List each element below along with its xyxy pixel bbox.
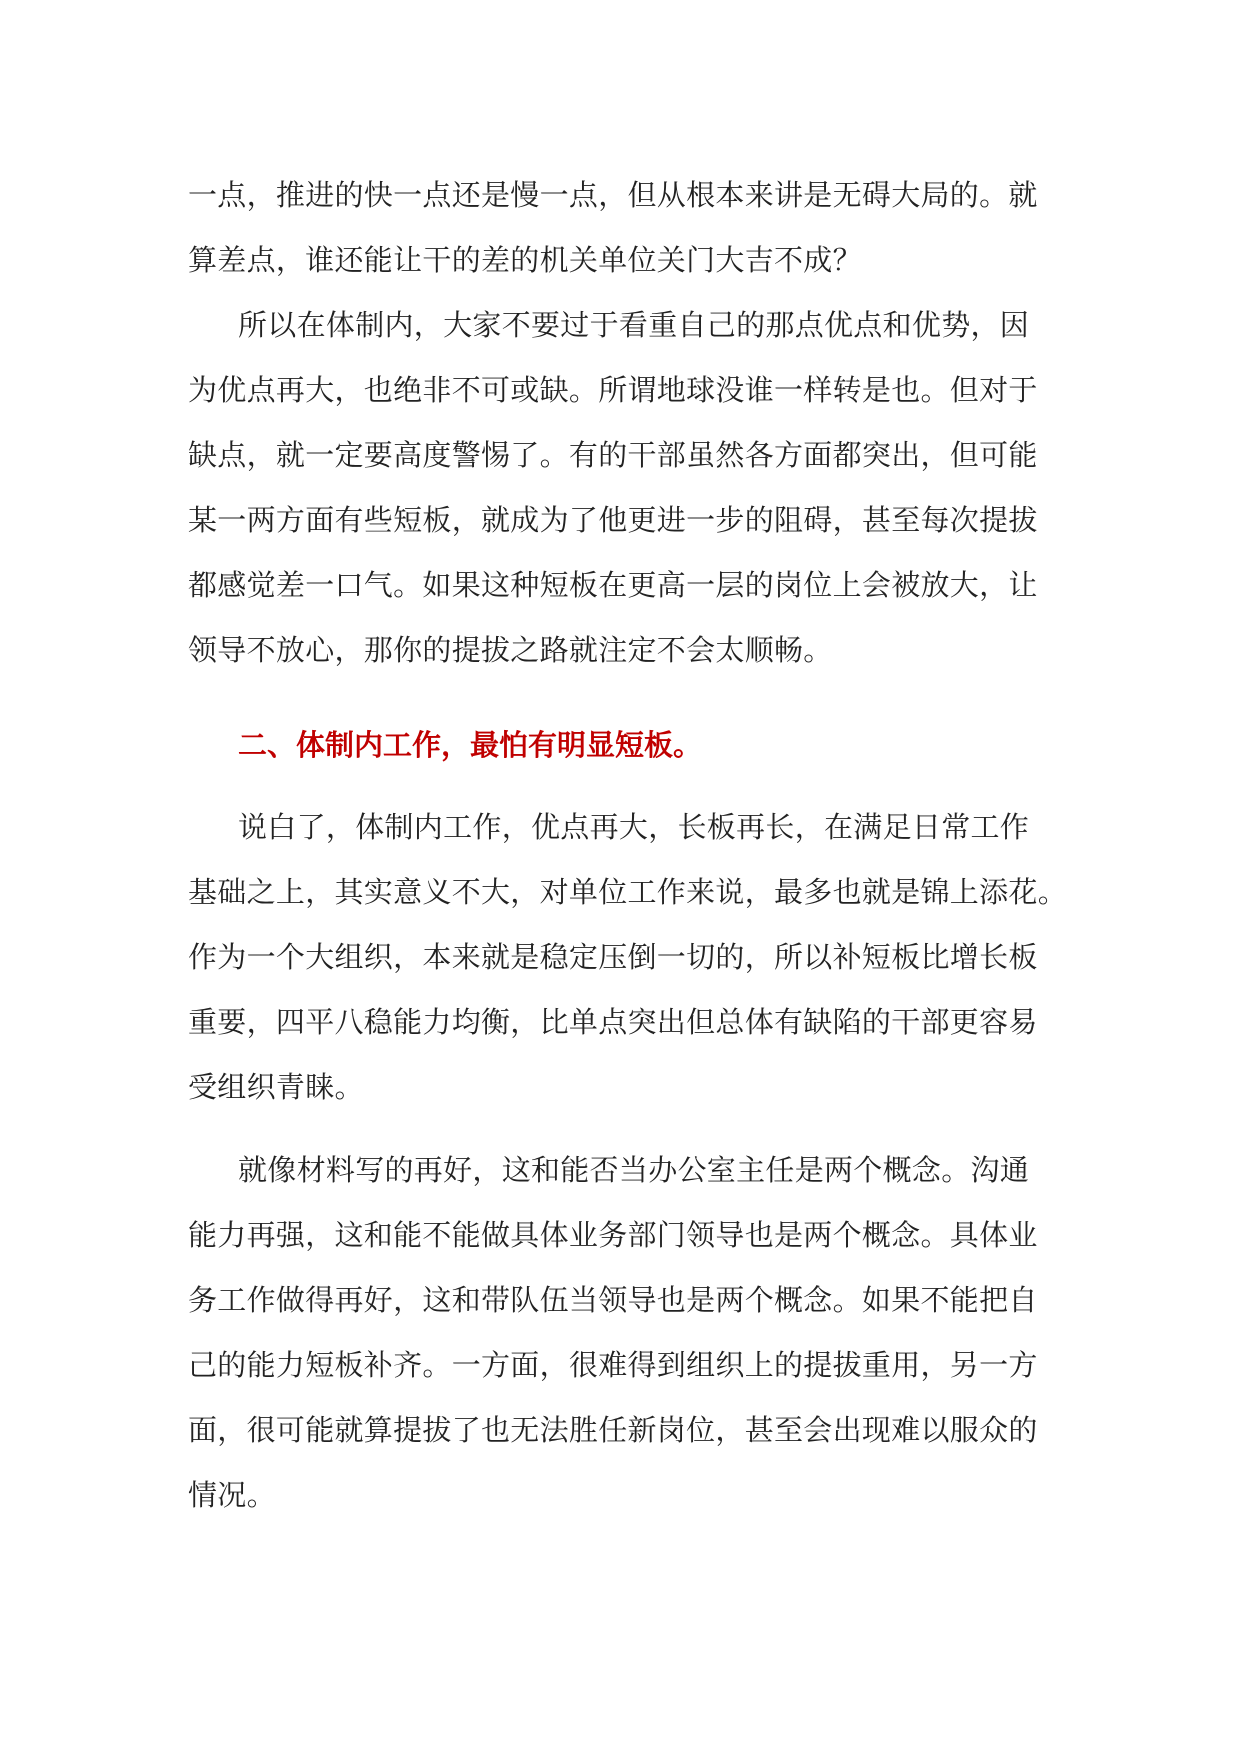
text-line: 所以在体制内，大家不要过于看重自己的那点优点和优势，因 — [238, 308, 1030, 342]
text-line: 领导不放心，那你的提拔之路就注定不会太顺畅。 — [188, 633, 833, 667]
text-line: 缺点，就一定要高度警惕了。有的干部虽然各方面都突出，但可能 — [188, 438, 1038, 472]
text-line: 务工作做得再好，这和带队伍当领导也是两个概念。如果不能把自 — [188, 1283, 1038, 1317]
text-line: 受组织青睐。 — [188, 1070, 364, 1104]
text-line: 己的能力短板补齐。一方面，很难得到组织上的提拔重用，另一方 — [188, 1348, 1038, 1382]
text-line: 情况。 — [188, 1478, 276, 1512]
text-line: 基础之上，其实意义不大，对单位工作来说，最多也就是锦上添花。 — [188, 875, 1068, 909]
text-line: 重要，四平八稳能力均衡，比单点突出但总体有缺陷的干部更容易 — [188, 1005, 1038, 1039]
text-line: 面，很可能就算提拔了也无法胜任新岗位，甚至会出现难以服众的 — [188, 1413, 1038, 1447]
section-heading — [188, 713, 1068, 778]
text-line: 说白了，体制内工作，优点再大，长板再长，在满足日常工作 — [238, 810, 1030, 844]
paragraph-short-boards — [188, 795, 1068, 1120]
paragraph-weaknesses — [188, 293, 1068, 683]
paragraph-continued — [188, 163, 1068, 293]
text-line: 算差点，谁还能让干的差的机关单位关门大吉不成？ — [188, 243, 862, 277]
text-line: 就像材料写的再好，这和能否当办公室主任是两个概念。沟通 — [238, 1153, 1030, 1187]
section-heading-text: 二、体制内工作，最怕有明显短板。 — [238, 728, 703, 762]
text-line: 能力再强，这和能不能做具体业务部门领导也是两个概念。具体业 — [188, 1218, 1038, 1252]
text-line: 作为一个大组织，本来就是稳定压倒一切的，所以补短板比增长板 — [188, 940, 1038, 974]
paragraph-examples — [188, 1138, 1068, 1528]
text-line: 为优点再大，也绝非不可或缺。所谓地球没谁一样转是也。但对于 — [188, 373, 1038, 407]
text-line: 都感觉差一口气。如果这种短板在更高一层的岗位上会被放大，让 — [188, 568, 1038, 602]
text-line: 一点，推进的快一点还是慢一点，但从根本来讲是无碍大局的。就 — [188, 178, 1038, 212]
text-line: 某一两方面有些短板，就成为了他更进一步的阻碍，甚至每次提拔 — [188, 503, 1038, 537]
